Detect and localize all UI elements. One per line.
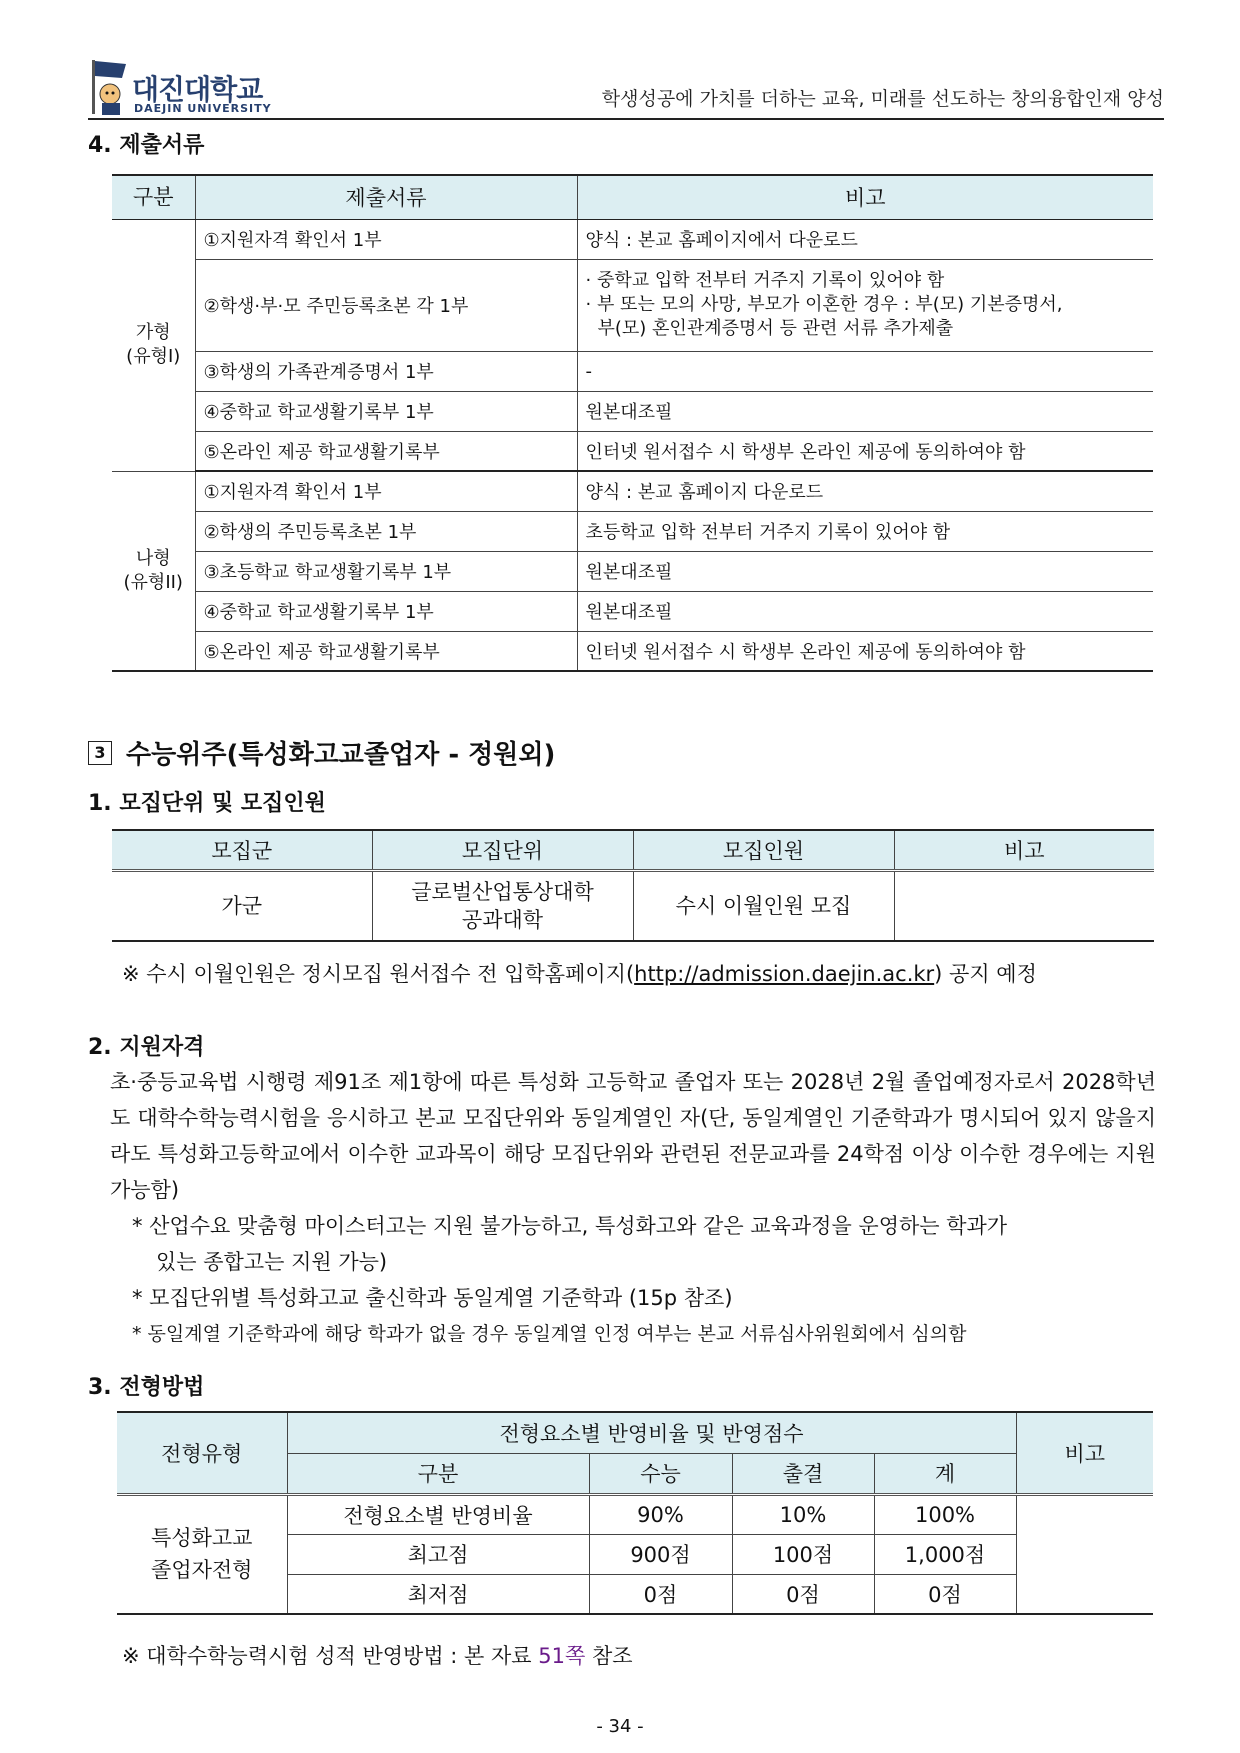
eligibility-note: 있는 종합고는 지원 가능) <box>156 1250 388 1274</box>
page-reference: 51쪽 <box>538 1644 586 1668</box>
logo-name: 대진대학교 <box>132 73 263 106</box>
table-header-row <box>117 1412 1153 1453</box>
document-cell: ④중학교 학교생활기록부 1부 <box>195 591 577 631</box>
column-header: 비고 <box>894 830 1154 870</box>
method-footnote <box>122 1640 633 1670</box>
column-header-group: 전형요소별 반영비율 및 반영점수 <box>287 1412 1016 1453</box>
footnote-text: ) 공지 예정 <box>934 962 1037 986</box>
group-label-line: (유형I) <box>126 346 181 367</box>
unit-cell <box>372 870 633 941</box>
documents-table <box>112 174 1153 672</box>
note-cell: 양식 : 본교 홈페이지에서 다운로드 <box>577 219 1153 259</box>
document-cell: ③학생의 가족관계증명서 1부 <box>195 351 577 391</box>
note-cell: 인터넷 원서접수 시 학생부 온라인 제공에 동의하여야 함 <box>577 431 1153 471</box>
group-label-line: 가형 <box>135 322 171 343</box>
eligibility-note: * 산업수요 맞춤형 마이스터고는 지원 불가능하고, 특성화고와 같은 교육과정을 운영하는 학과가 <box>132 1214 1008 1238</box>
recruit-footnote <box>122 958 1037 988</box>
header-slogan: 학생성공에 가치를 더하는 교육, 미래를 선도하는 창의융합인재 양성 <box>601 88 1164 110</box>
attendance-cell: 100점 <box>732 1534 874 1574</box>
suneung-cell: 90% <box>589 1494 732 1534</box>
document-cell: ③초등학교 학교생활기록부 1부 <box>195 551 577 591</box>
suneung-cell: 0점 <box>589 1574 732 1614</box>
table-row <box>112 591 1153 631</box>
table-row <box>112 631 1153 671</box>
eligibility-paragraph: 초·중등교육법 시행령 제91조 제1항에 따른 특성화 고등학교 졸업자 또는 2028년 2월 졸업예정자로서 2028학년도 대학수학능력시험을 응시하고 본교 모집단위와 동일계열인 자(단, 동일계열인 기준학과가 명시되어 있지 않을지라도 특성화고등학교에서 이수한 교과목이 해당 모집단위와 관련된 전문교과를 24학점 이상 이수한 경우에는 지원 가능함) <box>110 1070 1156 1202</box>
subsection-title-recruit: 1. 모집단위 및 모집인원 <box>88 791 326 816</box>
admission-link[interactable]: http://admission.daejin.ac.kr <box>634 962 935 986</box>
table-row <box>112 219 1153 259</box>
attendance-cell: 10% <box>732 1494 874 1534</box>
table-row <box>112 870 1154 941</box>
column-header: 모집단위 <box>372 830 633 870</box>
total-cell: 100% <box>874 1494 1016 1534</box>
footnote-text: ※ 수시 이월인원은 정시모집 원서접수 전 입학홈페이지( <box>122 962 635 986</box>
note-cell: - <box>577 351 1153 391</box>
note-cell: 원본대조필 <box>577 551 1153 591</box>
attendance-cell: 0점 <box>732 1574 874 1614</box>
table-row <box>112 551 1153 591</box>
footnote-text: ※ 대학수학능력시험 성적 반영방법 : 본 자료 <box>122 1644 539 1668</box>
document-cell: ①지원자격 확인서 1부 <box>195 219 577 259</box>
note-cell: 원본대조필 <box>577 591 1153 631</box>
document-cell: ②학생·부·모 주민등록초본 각 1부 <box>195 259 577 351</box>
group-cell: 가군 <box>112 870 372 941</box>
column-header: 제출서류 <box>195 175 577 219</box>
type-line: 졸업자전형 <box>151 1558 253 1583</box>
column-header: 전형유형 <box>117 1412 287 1494</box>
footnote-text: 참조 <box>585 1644 633 1668</box>
selection-method-table <box>117 1411 1153 1615</box>
column-header: 비고 <box>577 175 1153 219</box>
document-cell: ⑤온라인 제공 학교생활기록부 <box>195 431 577 471</box>
type-line: 특성화고교 <box>151 1526 253 1551</box>
column-subheader: 출결 <box>732 1453 874 1494</box>
table-header-row <box>112 175 1153 219</box>
table-row <box>112 351 1153 391</box>
table-row <box>112 431 1153 471</box>
note-cell: 초등학교 입학 전부터 거주지 기록이 있어야 함 <box>577 511 1153 551</box>
document-cell: ①지원자격 확인서 1부 <box>195 471 577 511</box>
eligibility-note: * 동일계열 기준학과에 해당 학과가 없을 경우 동일계열 인정 여부는 본교 서류심사위원회에서 심의함 <box>132 1323 967 1345</box>
note-cell: 양식 : 본교 홈페이지 다운로드 <box>577 471 1153 511</box>
table-row <box>112 471 1153 511</box>
row-label: 최저점 <box>287 1574 589 1614</box>
column-subheader: 구분 <box>287 1453 589 1494</box>
section-title-documents: 4. 제출서류 <box>88 133 205 158</box>
count-cell: 수시 이월인원 모집 <box>633 870 894 941</box>
note-cell <box>894 870 1154 941</box>
note-line: 부(모) 혼인관계증명서 등 관련 서류 추가제출 <box>597 318 954 339</box>
eligibility-note: * 모집단위별 특성화고교 출신학과 동일계열 기준학과 (15p 참조) <box>132 1286 733 1310</box>
mascot-flag-icon <box>88 58 134 116</box>
note-line: · 중학교 입학 전부터 거주지 기록이 있어야 함 <box>585 270 945 291</box>
column-header: 구분 <box>112 175 195 219</box>
group-label-line: 나형 <box>135 547 171 569</box>
table-header-row <box>112 830 1154 870</box>
table-row <box>112 259 1153 351</box>
table-row <box>112 391 1153 431</box>
section-heading-text: 수능위주(특성화고교졸업자 - 정원외) <box>126 740 556 770</box>
note-line: · 부 또는 모의 사망, 부모가 이혼한 경우 : 부(모) 기본증명서, <box>585 294 1063 315</box>
note-cell <box>1016 1494 1153 1614</box>
row-label: 최고점 <box>287 1534 589 1574</box>
logo-subtitle: DAEJIN UNIVERSITY <box>134 102 272 115</box>
suneung-cell: 900점 <box>589 1534 732 1574</box>
note-cell <box>577 259 1153 351</box>
subsection-title-method: 3. 전형방법 <box>88 1375 205 1400</box>
page-number: - 34 - <box>596 1716 644 1737</box>
note-cell: 인터넷 원서접수 시 학생부 온라인 제공에 동의하여야 함 <box>577 631 1153 671</box>
recruit-table <box>112 829 1154 942</box>
group-label <box>112 471 195 671</box>
page-header <box>88 58 1164 120</box>
unit-line: 공과대학 <box>461 907 544 932</box>
column-subheader: 수능 <box>589 1453 732 1494</box>
section-heading <box>88 734 555 771</box>
document-cell: ②학생의 주민등록초본 1부 <box>195 511 577 551</box>
group-label <box>112 219 195 471</box>
document-cell: ④중학교 학교생활기록부 1부 <box>195 391 577 431</box>
university-logo <box>88 58 288 116</box>
column-header: 모집인원 <box>633 830 894 870</box>
row-label: 전형요소별 반영비율 <box>287 1494 589 1534</box>
column-subheader: 계 <box>874 1453 1016 1494</box>
column-header: 비고 <box>1016 1412 1153 1494</box>
unit-line: 글로벌산업통상대학 <box>411 879 594 904</box>
document-cell: ⑤온라인 제공 학교생활기록부 <box>195 631 577 671</box>
subsection-title-eligibility: 2. 지원자격 <box>88 1035 205 1060</box>
total-cell: 0점 <box>874 1574 1016 1614</box>
selection-type-cell <box>117 1494 287 1614</box>
total-cell: 1,000점 <box>874 1534 1016 1574</box>
group-label-line: (유형II) <box>123 571 183 593</box>
column-header: 모집군 <box>112 830 372 870</box>
section-number-box: 3 <box>88 741 112 765</box>
table-row <box>112 511 1153 551</box>
table-row <box>117 1494 1153 1534</box>
note-cell: 원본대조필 <box>577 391 1153 431</box>
